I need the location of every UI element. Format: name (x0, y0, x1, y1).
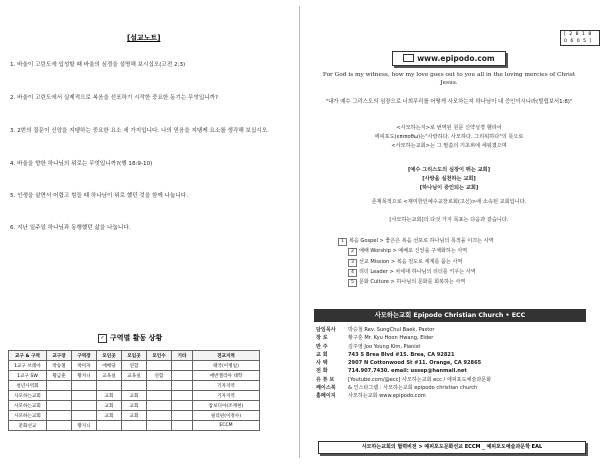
info-row (316, 392, 588, 400)
mission-number: 1 (338, 238, 347, 246)
table-cell (122, 381, 147, 391)
table-cell: 교회 (97, 391, 122, 401)
mission-number: 3 (348, 259, 357, 267)
table-cell: 교회 (97, 401, 122, 411)
table-cell: 교육실 (122, 371, 147, 381)
info-label: 페이스북 (316, 385, 336, 392)
table-cell: 사모하는교회 (9, 391, 47, 401)
table-cell: 문화선교 (9, 421, 47, 431)
table-cell (47, 391, 72, 401)
info-value: 김주영 Joo Young Kim, Pianist (348, 343, 421, 350)
table-cell (47, 421, 72, 431)
motto-1: [예수 그리스도의 심장이 뛰는 교회] (407, 167, 491, 173)
column-header: 교구 & 구역 (9, 351, 47, 361)
table-cell: 필리핀(이정수) (193, 411, 260, 421)
table-cell: 황지니 (72, 421, 97, 431)
info-value: 사모하는교회 www.epipodo.com (348, 393, 426, 400)
description-line-3: <사모하는교회>는 그 말씀의 기초위에 세워졌으며 (391, 143, 507, 149)
table-cell (147, 381, 172, 391)
info-row (316, 384, 588, 392)
info-row (316, 359, 588, 367)
table-cell: 1교구 브레아 (9, 361, 47, 371)
column-header: 모인수 (147, 351, 172, 361)
table-cell: 기자지역 (193, 381, 260, 391)
table-cell: 캄보디아(조재현) (193, 401, 260, 411)
group-activity-title-text: 구역별 활동 상황 (110, 334, 163, 342)
motto-3: [하나님이 증인되는 교회] (419, 185, 479, 191)
table-cell (172, 401, 193, 411)
table-cell (72, 381, 97, 391)
denomination-statement: 존재목적으로 <재미한인예수교장로회(고신)>에 소속된 교회입니다. (371, 199, 527, 205)
table-row (9, 421, 260, 431)
mission-text: 복음 Gospel > 좋은은 복음 선포로 하나님의 목적을 이끄는 사역 (348, 238, 494, 244)
info-value: 714.907.7430. email: ussep@hanmail.net (348, 368, 467, 375)
table-cell (172, 381, 193, 391)
description-line-2: 에피포도(επιποθω)는"사랑하다. 사모하다. 그리워하다"의 뜻으로 (374, 134, 524, 140)
sermon-notes-title: [설교노트] (127, 34, 161, 42)
info-row (316, 326, 588, 334)
info-value: 2907 N Cottonwood St #11. Orange, CA 92865 (348, 360, 482, 367)
question-1: 1. 바울이 고린도에 입성할 때 바울의 심정을 설명해 보시십오(고전 2:3) (10, 62, 186, 68)
info-row (316, 343, 588, 351)
website-box (392, 51, 506, 66)
group-activity-title (98, 333, 162, 343)
table-cell: 기자지역 (193, 391, 260, 401)
info-row (316, 334, 588, 342)
info-row (316, 376, 588, 384)
envelope-icon (403, 54, 414, 62)
question-2: 2. 바울이 고린도에서 실제적으로 복음을 선포하기 시작한 중요한 동기는 무엇입니까? (10, 95, 219, 101)
table-cell (97, 381, 122, 391)
mission-item (338, 236, 588, 246)
table-cell: 교회 (122, 411, 147, 421)
column-header: 전교지역 (193, 351, 260, 361)
table-cell (47, 381, 72, 391)
mission-item (338, 257, 588, 267)
mission-number: 4 (348, 269, 357, 277)
table-row (9, 381, 260, 391)
info-value: 743 S Brea Blvd #15. Brea, CA 92821 (348, 351, 455, 358)
table-cell (47, 401, 72, 411)
question-5: 5. 인생을 살면서 어렵고 힘들 때 하나님이 위로 했던 것을 함께 나눕니다. (10, 193, 188, 199)
table-cell: 연합 (147, 371, 172, 381)
table-cell: 연합 (122, 361, 147, 371)
table-cell (147, 411, 172, 421)
table-cell (47, 411, 72, 421)
verse-english: For God is my witness, how my love goes out to you all in the loving mercies of Christ Jesus. (322, 72, 576, 86)
table-row (9, 361, 260, 371)
church-info (316, 326, 588, 401)
table-cell (172, 361, 193, 371)
table-cell (172, 391, 193, 401)
info-value: [Youtube.com/@ecc] 사모하는교회 ecc / 에피포도예술과문화 (348, 376, 492, 383)
group-activity-table (8, 350, 260, 431)
mission-text: 예배 Worship > 예배로 신앙을 구체화하는 사역 (358, 248, 468, 255)
table-cell: 에베당 (97, 361, 122, 371)
table-cell: 박미자 (72, 361, 97, 371)
info-label: 반 주 (316, 343, 328, 350)
motto-2: [사랑을 실천하는 교회] (422, 176, 476, 182)
church-name-bar: 사모하는교회 Epipodo Christian Church • ECC (314, 309, 586, 322)
info-label: 담임목사 (316, 327, 336, 333)
table-cell: 태국(이병일) (193, 361, 260, 371)
partner-vision-banner: 사모하는교회의 협력비전 > 예피포도문화선교 ECCM _ 예피포도예술과문학 EAL (318, 441, 586, 454)
table-cell: 박승철 (47, 361, 72, 371)
column-header: 모임곳 (122, 351, 147, 361)
column-header: 기타 (172, 351, 193, 361)
table-cell: 교회 (97, 411, 122, 421)
column-header: 구역장 (72, 351, 97, 361)
table-cell (147, 361, 172, 371)
table-cell: 황금훈 (47, 371, 72, 381)
table-cell: 황지니 (72, 371, 97, 381)
info-label: 홈페이지 (316, 393, 336, 400)
table-cell (122, 421, 147, 431)
website-link[interactable]: www.epipodo.com (417, 54, 495, 63)
table-cell: 에반젤리아 대학 (193, 371, 260, 381)
table-cell (172, 371, 193, 381)
table-cell: 사모하는교회 (9, 401, 47, 411)
info-value: & 인스타그램 : 사모하는교회 epipodo christian church (348, 385, 478, 392)
page-divider (299, 6, 300, 458)
info-label: 교 회 (316, 351, 328, 358)
bulletin-number-badge: [ 2 8 1 8 0 6 0 5 ] (560, 30, 600, 46)
verse-korean: "내가 예수 그리스도의 심장으로 너희무리를 어떻게 사모하는지 하나님이 내 증인이시니라(빌립보서1:8)" (325, 99, 573, 105)
table-cell (172, 421, 193, 431)
info-value: 황구훈 Mr. Kyu Hoon Hwang, Elder (348, 335, 434, 342)
table-cell: ECCM (193, 421, 260, 431)
table-row (9, 401, 260, 411)
mission-text: 선교 Mission > 복음 전도로 세계를 품는 사역 (358, 258, 463, 265)
table-cell (72, 411, 97, 421)
mission-text: 문화 Culture > 하나님의 문화를 회복하는 사역 (358, 279, 466, 286)
goals-intro: [사모하는교회]의 다섯 가지 목표는 다음과 같습니다. (389, 217, 509, 223)
info-label: 사 택 (316, 360, 328, 367)
question-6: 6. 지난 일주일 하나님과 동행했던 삶을 나눕니다. (10, 225, 131, 231)
table-cell: 사모하는교회 (9, 411, 47, 421)
info-label: 전 화 (316, 368, 328, 375)
table-row (9, 411, 260, 421)
table-cell (97, 421, 122, 431)
question-3: 3. 2번의 질문이 신앙을 지탱하는 중요한 요소 세 가지입니다. 나의 믿음을 지탱케 요소를 생각해 보십시오. (10, 128, 269, 134)
table-cell (72, 401, 97, 411)
table-cell: 청년사역회 (9, 381, 47, 391)
table-cell (147, 421, 172, 431)
info-label: 장 로 (316, 335, 328, 342)
table-row (9, 391, 260, 401)
info-row (316, 351, 588, 359)
table-cell: 교회 (122, 391, 147, 401)
table-row (9, 371, 260, 381)
table-cell (72, 391, 97, 401)
table-cell (147, 401, 172, 411)
column-header: 교구장 (47, 351, 72, 361)
table-cell (147, 391, 172, 401)
mission-item (338, 246, 588, 256)
mission-text: 리더 Leader > 차세대 하나님의 리더를 키우는 사역 (358, 268, 476, 275)
question-4: 4. 바울을 향한 하나님의 위로는 무엇입니까?(행 18:9-10) (10, 161, 153, 167)
mission-item (338, 267, 588, 277)
info-label: 유 튜 브 (316, 376, 335, 383)
mission-number: 2 (348, 248, 357, 256)
mission-item (338, 277, 588, 287)
description-line-1: <사모하는지>로 번역된 원문 신약성경 헬라어 (396, 125, 502, 131)
table-cell: 교육실 (97, 371, 122, 381)
mission-list (338, 236, 588, 287)
table-cell (172, 411, 193, 421)
table-cell: 1교구 SW (9, 371, 47, 381)
mission-number: 5 (348, 279, 357, 287)
table-header-row (9, 351, 260, 361)
checklist-icon: ✓ (98, 334, 107, 343)
column-header: 모인곳 (97, 351, 122, 361)
info-row (316, 367, 588, 375)
info-value: 박승철 Rev. SungChul Baek, Pastor (348, 327, 435, 333)
table-cell: 교회 (122, 401, 147, 411)
